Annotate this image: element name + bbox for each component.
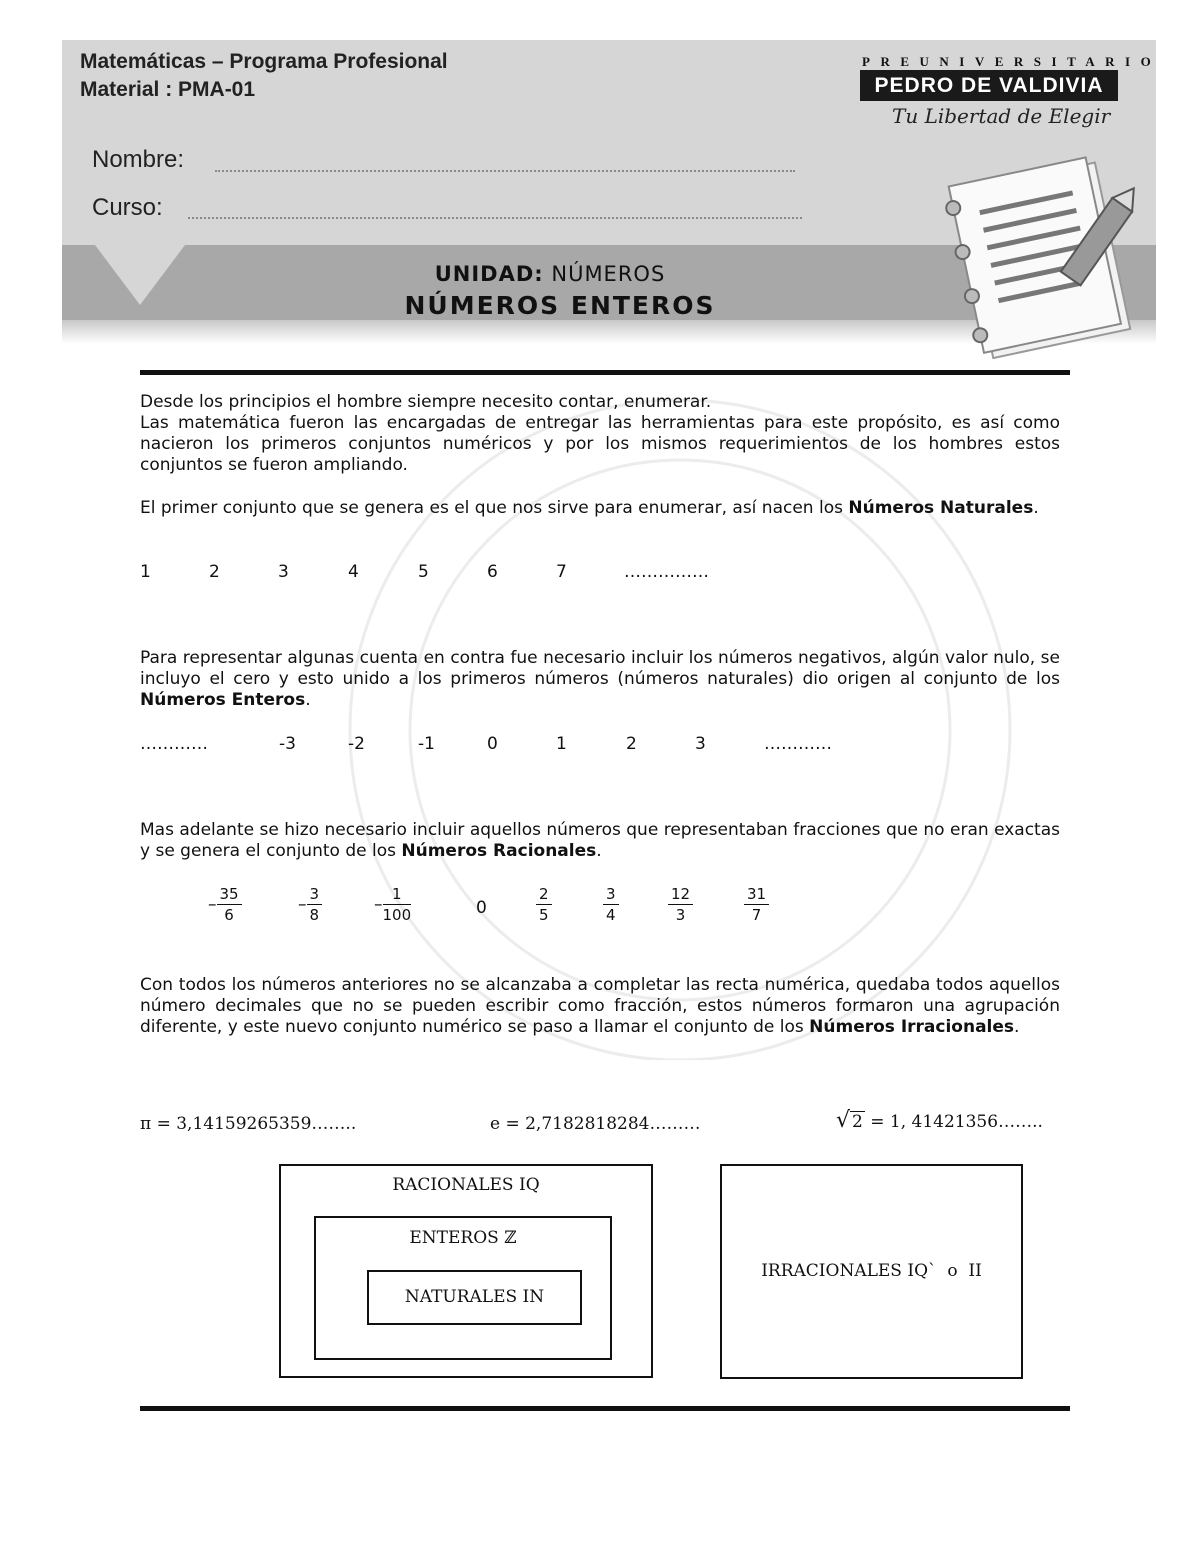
fraction-denominator: 8	[309, 906, 320, 924]
irracionales-text: Con todos los números anteriores no se alcanzaba a completar las recta numérica, quedaba todos aquellos número decimales que no se pueden escribir como fracción, estos números formaron una agrupación diferente, y este nuevo conjunto numérico se paso a llamar el conjunto de los	[140, 975, 1060, 1037]
sqrt2-value	[836, 1108, 1043, 1133]
racionales-end: .	[596, 841, 602, 861]
fraction	[536, 884, 552, 925]
fraction-sign: –	[208, 894, 217, 915]
naturales-text: El primer conjunto que se genera es el que nos sirve para enumerar, así nacen los	[140, 498, 843, 518]
fraction-sign: –	[374, 894, 383, 915]
sequence-item: 2	[626, 734, 637, 754]
fraction-row	[208, 884, 808, 936]
fraction-denominator: 3	[675, 906, 686, 924]
fraction-numerator: 35	[217, 884, 242, 905]
irracionales-term: Números Irracionales	[809, 1017, 1015, 1037]
unit-value: NÚMEROS	[551, 262, 666, 286]
unit-label: UNIDAD:	[434, 262, 544, 286]
top-divider	[140, 370, 1070, 375]
fraction-numerator: 3	[603, 884, 619, 905]
sequence-item: -2	[348, 734, 365, 754]
intro-body: Las matemática fueron las encargadas de entregar las herramientas para este propósito, es así como nacieron los primeros conjuntos numéricos y por los mismos requerimientos de los hombres estos conjuntos se fueron ampliando.	[140, 413, 1060, 475]
enteros-end: .	[305, 690, 311, 710]
notebook-pencil-icon	[935, 150, 1170, 360]
fraction-denominator: 4	[606, 906, 616, 924]
fraction-denominator: 7	[751, 906, 762, 924]
sequence-item: 3	[278, 562, 289, 582]
fraction-numerator: 3	[307, 884, 323, 905]
fraction	[603, 884, 619, 925]
sequence-item: -1	[418, 734, 435, 754]
fraction-numerator: 2	[536, 884, 552, 905]
fraction	[374, 884, 411, 925]
curso-field[interactable]	[188, 217, 802, 219]
e-value: e = 2,7182818284………	[490, 1114, 701, 1134]
sequence-item: -3	[279, 734, 296, 754]
zero-value: 0	[476, 898, 487, 918]
enteros-term: Números Enteros	[140, 690, 306, 710]
intro-paragraph	[140, 392, 1060, 476]
enteros-text: Para representar algunas cuenta en contra fue necesario incluir los números negativos, algún valor nulo, se incluyo el cero y esto unido a los primeros números (números naturales) dio origen al conjunto de los	[140, 648, 1060, 689]
sequence-item: ……………	[624, 562, 709, 582]
naturales-set-label: NATURALES IN	[404, 1287, 545, 1307]
fraction	[298, 884, 322, 925]
sequence-item: 0	[487, 734, 498, 754]
fraction	[744, 884, 769, 925]
brand-top-line: PREUNIVERSITARIO	[862, 54, 1162, 69]
sequence-item: 1	[556, 734, 567, 754]
fraction-denominator: 6	[224, 906, 234, 924]
sequence-item: 3	[695, 734, 706, 754]
irracionales-paragraph	[140, 975, 1060, 1038]
fraction-numerator: 12	[668, 884, 693, 905]
irracionales-end: .	[1014, 1017, 1020, 1037]
curso-label: Curso:	[92, 194, 163, 221]
subject-block	[80, 48, 448, 104]
fraction-denominator: 100	[382, 906, 412, 924]
sequence-item: 6	[487, 562, 498, 582]
irracionales-set-label: IRRACIONALES IQ` o II	[761, 1261, 982, 1281]
racionales-text: Mas adelante se hizo necesario incluir aquellos números que representaban fracciones que no eran exactas y se genera el conjunto de los	[140, 820, 1060, 861]
sequence-item: 2	[209, 562, 220, 582]
racionales-term: Números Racionales	[401, 841, 597, 861]
fraction-numerator: 1	[383, 884, 412, 905]
naturales-end: .	[1033, 498, 1039, 518]
naturales-paragraph	[140, 498, 1060, 519]
sequence-item: …………	[764, 734, 832, 754]
sequence-item: 1	[140, 562, 151, 582]
racionales-paragraph	[140, 820, 1060, 862]
nombre-field[interactable]	[215, 170, 795, 172]
sqrt-icon: √	[836, 1108, 851, 1133]
brand-slogan: Tu Libertad de Elegir	[892, 104, 1111, 128]
sequence-item: 7	[556, 562, 567, 582]
enteros-set-label: ENTEROS ℤ	[409, 1228, 517, 1248]
sqrt-radicand: 2	[852, 1112, 863, 1132]
sequence-item: …………	[140, 734, 208, 754]
fraction-sign: –	[298, 894, 307, 915]
fraction-numerator: 31	[744, 884, 769, 905]
bottom-divider	[140, 1406, 1070, 1411]
page-title: NÚMEROS ENTEROS	[404, 291, 716, 320]
nombre-label: Nombre:	[92, 146, 185, 173]
naturales-term: Números Naturales	[848, 498, 1034, 518]
racionales-set-label: RACIONALES IQ	[392, 1175, 540, 1195]
sqrt-result: = 1, 41421356……..	[870, 1112, 1043, 1132]
fraction-denominator: 5	[539, 906, 549, 924]
pi-value: π = 3,14159265359……..	[140, 1114, 357, 1134]
fraction	[668, 884, 693, 925]
sequence-item: 5	[418, 562, 429, 582]
subject-title: Matemáticas – Programa Profesional	[80, 50, 448, 73]
sequence-item: 4	[348, 562, 359, 582]
brand-name: PEDRO DE VALDIVIA	[860, 70, 1118, 101]
material-code: Material : PMA-01	[80, 78, 256, 101]
fraction	[208, 884, 242, 925]
intro-first-line: Desde los principios el hombre siempre necesito contar, enumerar.	[140, 392, 712, 412]
enteros-paragraph	[140, 648, 1060, 711]
